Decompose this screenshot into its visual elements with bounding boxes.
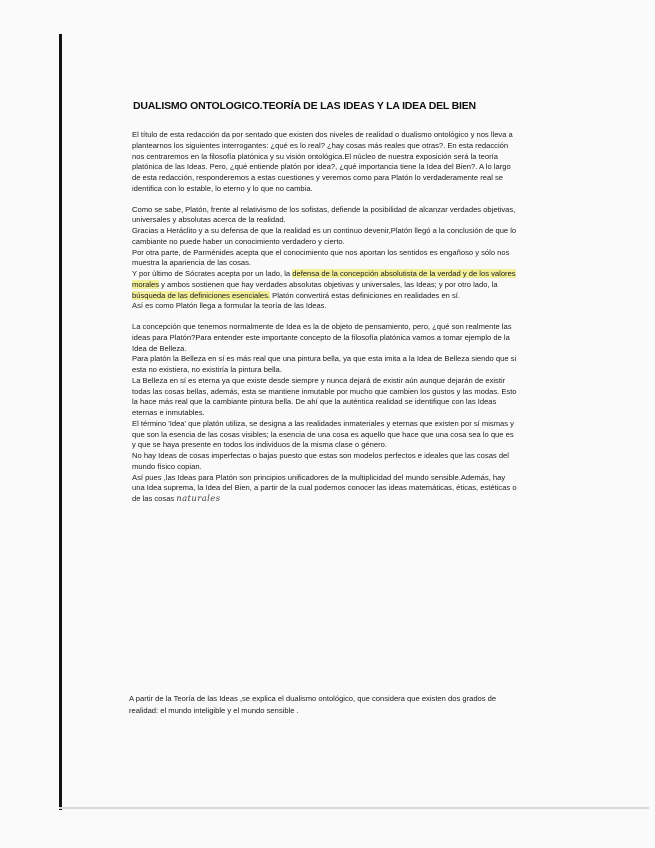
paragraph-heraclitus: Gracias a Heráclito y a su defensa de que la realidad es un continuo devenir,Platón llegó a la conclusión de que lo cambiante no puede haber un conocimiento verdadero y cierto. [132, 226, 517, 246]
paragraph-imperfect-things: No hay Ideas de cosas imperfectas o bajas puesto que estas son modelos perfectos e ideales que las cosas del mundo físico copian. [132, 451, 509, 471]
paragraph-idea-concept: La concepción que tenemos normalmente de Idea es la de objeto de pensamiento, pero, ¿qué son realmente las ideas para Platón?Para entender este importante concepto de la filosofía platónica vamos a tomar ejemplo de la Idea de Belleza. [132, 322, 512, 353]
paragraph-sophists: Como se sabe, Platón, frente al relativismo de los sofistas, defiende la posibilidad de alcanzar verdades objetivas, universales y absolutas acerca de la realidad. [132, 204, 516, 225]
paragraph-idea-of-good [132, 473, 518, 505]
socrates-text-a: Y por último de Sócrates acepta por un lado, la [132, 269, 293, 278]
paragraph-socrates [132, 269, 518, 301]
paragraph-parmenides: Por otra parte, de Parménides acepta que el conocimiento que nos aportan los sentidos es engañoso y sólo nos muestra la apariencia de las cosas. [132, 247, 510, 268]
paragraph-beauty: Para platón la Belleza en sí es más real que una pintura bella, ya que esta imita a la Idea de Belleza siendo que si esta no existiera, no existiría la pintura bella. [132, 354, 517, 374]
page-left-shadow-edge [59, 34, 62, 810]
paragraph-idea-term: El término 'Idea' que platón utiliza, se designa a las realidades inmateriales y eternas que existen por sí mismas y que son la esencia de las cosas visibles; la esencia de una cosa es aquello que hace que una cosa sea lo que es y que se haya presente en todos los individuos de la misma clase o género. [132, 418, 514, 450]
highlight-absolutist-truth: defensa de la concepción absolutista de la verdad y de los valores morales [132, 269, 516, 289]
highlight-essential-definitions: búsqueda de las definiciones esenciales. [132, 290, 271, 300]
socrates-text-c: Platón convertirá estas definiciones en realidades en sí. [270, 290, 461, 300]
paragraph-gap [132, 195, 518, 205]
document-body [132, 130, 518, 505]
conclusion-block [129, 693, 519, 716]
idea-of-good-text: Así pues ,las Ideas para Platón son principios unificadores de la multiplicidad del mundo sensible.Además, hay una Idea suprema, la Idea del Bien, a partir de la cual podemos conocer las ideas matemáticas, éticas, estéticas o de las cosas [132, 472, 517, 503]
paragraph-conclusion: A partir de la Teoría de las Ideas ,se explica el dualismo ontológico, que considera que existen dos grados de realidad: el mundo inteligible y el mundo sensible . [129, 694, 497, 715]
paragraph-eternal-beauty: La Belleza en sí es eterna ya que existe desde siempre y nunca dejará de existir aún aunque dejarán de existir todas las cosas bellas, además, esta se mantiene inmutable por mucho que cambien los gustos y las modas. Esto la hace más real que la cambiante pintura bella. De ahí que la auténtica realidad se identifique con las Ideas eternas e inmutables. [132, 375, 517, 417]
socrates-text-b: y ambos sostienen que hay verdades absolutas objetivas y universales, las Ideas; y por otro lado, la [159, 279, 498, 289]
paragraph-theory-formulation: Así es como Platón llega a formular la teoría de las Ideas. [132, 301, 327, 311]
paragraph-gap [132, 312, 518, 322]
page-bottom-edge [59, 807, 649, 809]
handwritten-annotation: naturales [176, 494, 221, 504]
paragraph-introduction: El título de esta redacción da por sentado que existen dos niveles de realidad o dualismo ontológico y nos lleva a plantearnos los siguientes interrogantes: ¿qué es lo real? ¿hay cosas más reales que otras?. En esta redacción nos centraremos en la filosofía platónica y su visión ontológica.El núcleo de nuestra exposición será la teoría platónica de las Ideas. Pero, ¿qué entiende platón por idea?, ¿qué importancia tiene la Idea del Bien?. A lo largo de esta redacción, responderemos a estas cuestiones y veremos como para Platón lo verdaderamente real se identifica con lo estable, lo eterno y lo que no cambia. [132, 130, 513, 193]
document-title: DUALISMO ONTOLOGICO.TEORÍA DE LAS IDEAS Y LA IDEA DEL BIEN [133, 100, 476, 112]
